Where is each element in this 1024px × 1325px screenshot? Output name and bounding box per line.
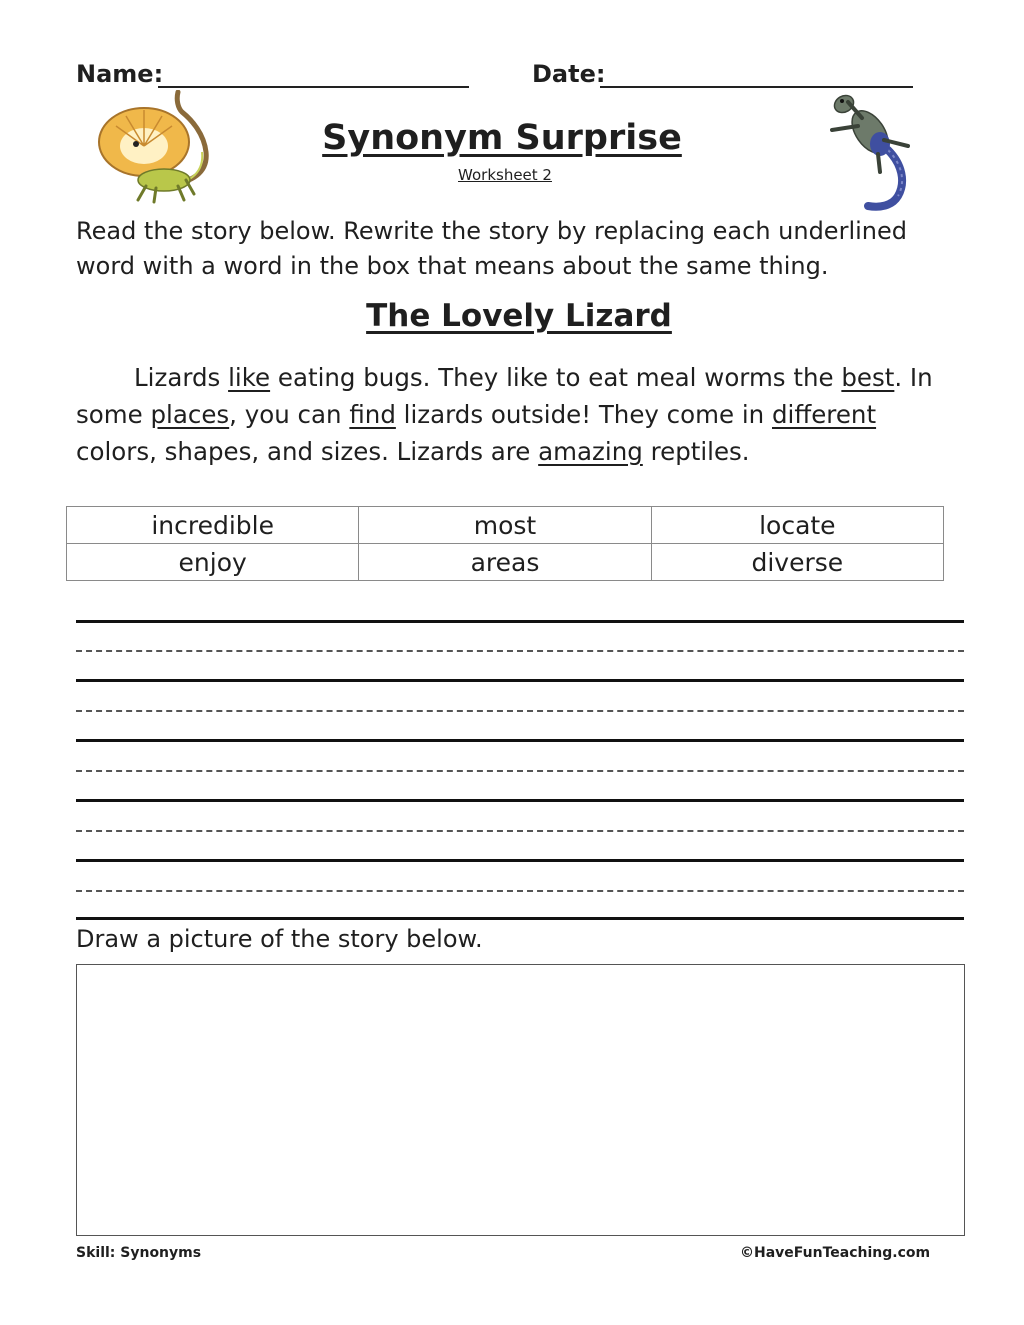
word-cell: locate [651,507,943,544]
story-text: Lizards [134,363,229,392]
word-box-row [67,544,944,581]
story-title: The Lovely Lizard [366,298,672,334]
writing-line[interactable] [76,620,964,623]
underlined-word: amazing [538,437,643,466]
story-text: colors, shapes, and sizes. Lizards are [76,437,539,466]
writing-line[interactable] [76,917,964,920]
word-cell: enjoy [67,544,359,581]
story-text: , you can [229,400,350,429]
underlined-word: different [772,400,877,429]
name-field-line[interactable] [158,86,469,88]
copyright: ©HaveFunTeaching.com [740,1245,931,1261]
worksheet-title: Synonym Surprise [322,118,682,158]
drawing-area[interactable] [76,964,965,1236]
story-text: eating bugs. They like to eat meal worms the [270,363,842,392]
word-cell: most [359,507,651,544]
story-text: . In some [76,363,933,429]
story-text: reptiles. [642,437,750,466]
writing-midline [76,890,964,892]
writing-midline [76,710,964,712]
worksheet-subtitle: Worksheet 2 [458,166,552,184]
underlined-word: like [228,363,271,392]
underlined-word: places [150,400,230,429]
word-cell: incredible [67,507,359,544]
story-text: lizards outside! They come in [395,400,772,429]
underlined-word: find [349,400,396,429]
name-label: Name: [76,60,164,88]
instructions: Read the story below. Rewrite the story by replacing each underlined word with a word in the box that means about the same thing. [76,217,907,280]
word-box-row [67,507,944,544]
writing-line[interactable] [76,679,964,682]
story-paragraph [76,359,956,470]
writing-midline [76,770,964,772]
word-cell: diverse [651,544,943,581]
writing-midline [76,650,964,652]
word-box [66,506,944,581]
writing-midline [76,830,964,832]
word-cell: areas [359,544,651,581]
writing-line[interactable] [76,799,964,802]
draw-prompt: Draw a picture of the story below. [76,925,483,953]
skill-label: Skill: Synonyms [76,1245,202,1261]
date-label: Date: [532,60,606,88]
underlined-word: best [841,363,895,392]
writing-line[interactable] [76,859,964,862]
writing-line[interactable] [76,739,964,742]
